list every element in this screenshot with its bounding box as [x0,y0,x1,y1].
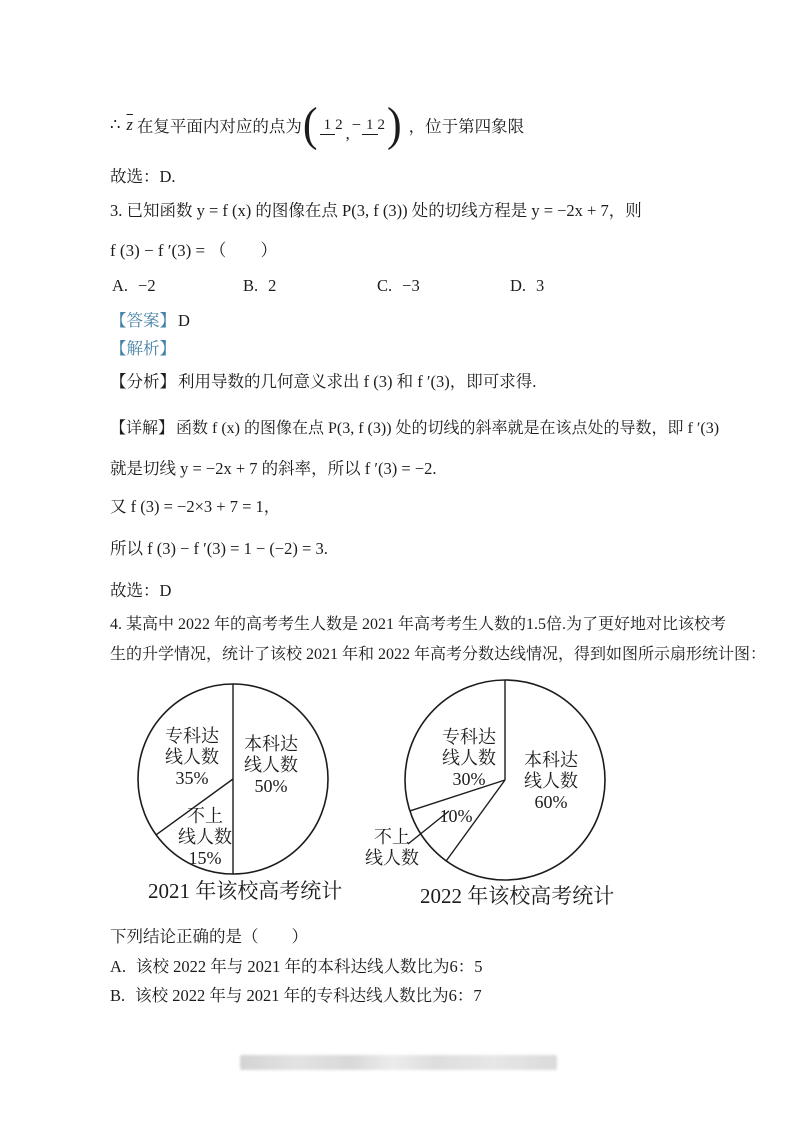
q3-conclusion: 故选：D [110,581,172,600]
q3-fenxi-line [110,371,536,393]
solution2-text-after: ，位于第四象限 [408,117,525,136]
pie2021-caption: 2021 年该校高考统计 [148,879,343,903]
fraction-one-half-neg: 1 2 [362,117,385,134]
q3-answer-line [110,310,190,332]
pie2022-benke-label: 本科达 线人数 60% [524,750,578,812]
q3-option-a: A. −2 [112,276,156,295]
q3-stem-line2: f (3) − f ′(3) = （ ） [110,241,278,260]
solution2-text-before: 在复平面内对应的点为 [136,117,302,136]
q3-stem-line1: 3. 已知函数 y = f (x) 的图像在点 P(3, f (3)) 处的切线方程是 y = −2x + 7，则 [110,201,642,220]
close-paren: ) [387,98,402,151]
open-paren: ( [302,98,318,151]
fenxi-text: 利用导数的几何意义求出 f (3) 和 f ′(3)，即可求得. [178,372,537,391]
blurred-watermark-bar [240,1055,557,1070]
q4-option-a: A. 该校 2022 年与 2021 年的本科达线人数比为6：5 [110,957,483,976]
pie2021-benke-label: 本科达 线人数 50% [244,734,298,796]
q4-question: 下列结论正确的是（ ） [110,927,308,946]
q4-option-b: B. 该校 2022 年与 2021 年的专科达线人数比为6：7 [110,986,482,1005]
pie2021-zhuanke-label: 专科达 线人数 35% [165,726,219,788]
pie2022-bushang-outside-label: 不上 线人数 [365,827,419,868]
q4-stem-line1: 4. 某高中 2022 年的高考考生人数是 2021 年高考考生人数的1.5倍.为了更好地对比该校考 [110,616,727,633]
solution2-conclusion: 故选：D. [110,167,176,186]
xiangjie-tag: 【详解】 [110,420,175,437]
therefore-symbol: ∴ [110,115,121,134]
q3-xiangjie-line4: 所以 f (3) − f ′(3) = 1 − (−2) = 3. [110,539,328,558]
q3-xiangjie-line1 [110,418,719,440]
solution2-point-formula [110,98,524,152]
minus-sign: − [351,115,362,134]
fraction-one-half: 1 2 [320,117,343,134]
xiangjie-text1: 函数 f (x) 的图像在点 P(3, f (3)) 处的切线的斜率就是在该点处的导数，即 f ′(3) [176,420,720,437]
q3-option-c: C. −3 [377,276,420,295]
q4-stem [110,610,766,670]
pie2021-bushang-label: 不上 线人数 15% [178,806,232,868]
q4-stem-line2: 生的升学情况，统计了该校 2021 年和 2022 年高考分数达线情况，得到如图所示扇形统计图： [110,646,767,663]
q3-jiexi-line [110,338,178,360]
pie2022-zhuanke-label: 专科达 线人数 30% [442,727,496,789]
comma: , [345,124,350,143]
answer-value: D [178,311,190,330]
answer-tag: 【答案】 [110,311,176,330]
pie2022-caption: 2022 年该校高考统计 [420,884,615,908]
q3-option-b: B. 2 [243,276,277,295]
q3-xiangjie-line2: 就是切线 y = −2x + 7 的斜率，所以 f ′(3) = −2. [110,459,437,478]
fenxi-tag: 【分析】 [110,372,176,391]
q3-option-d: D. 3 [510,276,545,295]
jiexi-tag: 【解析】 [110,339,176,358]
z-conjugate: $\overline{z}$ [126,115,133,134]
pie2022-bushang-pct-label: 10% [439,806,473,826]
q3-xiangjie-line3: 又 f (3) = −2×3 + 7 = 1， [110,497,281,516]
q3-options-row [112,276,732,298]
